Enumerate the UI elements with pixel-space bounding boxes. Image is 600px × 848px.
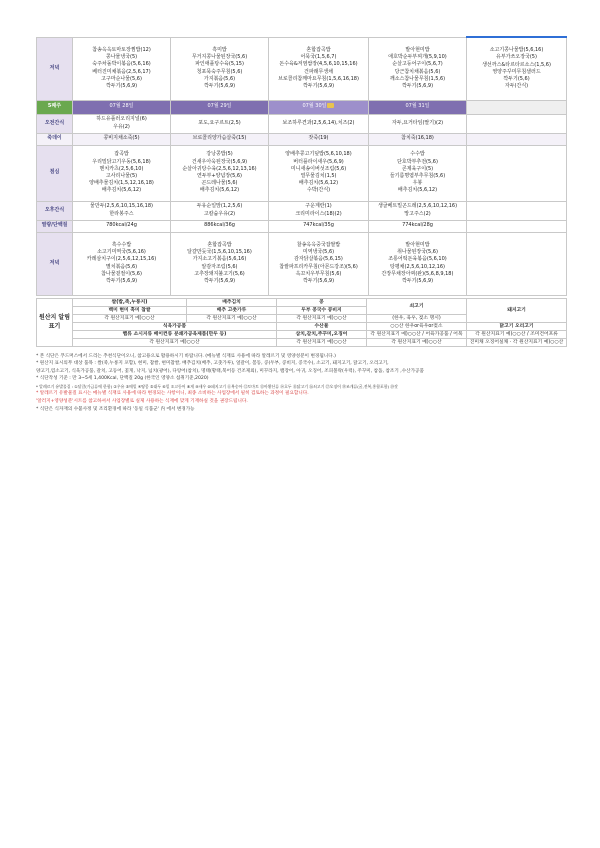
- meal-cell: 양배추콩고기덮밥(5,6,10,18) 버터플라이새우(5,6,9) 미니새송이버섯조림(5,6) 열무물김치(1,5) 배추김치(5,6,12) 수박(간식): [269, 145, 369, 201]
- meal-cell: 콩비지채소죽(5): [73, 133, 171, 145]
- porridge-row: [37, 133, 567, 145]
- meal-cell: 물만두(2,5,6,10,15,16,18) 한라봉주스: [73, 201, 171, 220]
- origin-header: 돼지고기: [467, 298, 567, 322]
- meal-cell: 보조하루견과(2,5,6,14),치즈(2): [269, 114, 369, 133]
- meal-cell: 혼합잡곡밥 어묵국(1,5,6,7) 돈수육&저염쌈장(4,5,6,10,15,16) 건파래무생채 브로콜리참깨마요무침(1,5,6,16,18) 깍두기(5,6,9): [269, 37, 369, 100]
- meal-cell: 생굴베트밀곤드레(2,5,6,10,12,16) 망고주스(2): [369, 201, 467, 220]
- origin-header: 수산물: [277, 322, 367, 330]
- row-label-lunch: 점심: [37, 145, 73, 201]
- weekly-menu-table: [36, 36, 567, 296]
- empty-cell: [467, 232, 567, 295]
- empty-cell: [467, 133, 567, 145]
- lunch-row: [37, 145, 567, 201]
- meal-cell: 잡곡밥 우리밀닭고기우동(5,6,18) 멘치카츠(2,5,6,10) 고사리나물(5) 양배추물김치(1,5,12,16,18) 배추김치(5,6,12): [73, 145, 171, 201]
- dinner-bottom-row: [37, 232, 567, 295]
- date-header: 07월 30일: [269, 100, 369, 114]
- empty-cell: [467, 220, 567, 232]
- calorie-value: 747kcal/35g: [269, 220, 369, 232]
- calorie-value: 886kcal/36g: [171, 220, 269, 232]
- meal-cell: 두유순일맘(1,2,5,6) 고칼슘우유(2): [171, 201, 269, 220]
- calories-row: [37, 220, 567, 232]
- date-header: 07월 29일: [171, 100, 269, 114]
- row-label-porridge: 죽데이: [37, 133, 73, 145]
- note-line: * 식단은 식자재의 수불사정 및 조리환경에 따라 '동일 식품군' 内 에서 변경가능: [36, 406, 195, 412]
- meal-cell: 브로콜리양가슴살죽(15): [171, 133, 269, 145]
- meal-cell: 참송옥옥토마토장찜밥(12) 콩나물냉국(5) 숙주차돌박이볶음(5,6,16) 베터진미채볶음(2,5,6,17) 고구마순나물(5,6) 깍두기(5,6,9): [73, 37, 171, 100]
- dinner-top-row: [37, 37, 567, 100]
- note-line: * 원산지 표시의무 대상 품목 : 쌀(죽,누룽지 포함), 현미, 찹쌀, 현미찹쌀, 배추김치(배추, 고춧가루), 얼갈이, 봄동, 콩(두부, 콩비지, 콩국수), 소고기, 돼지고기, 닭고기, 오리고기,: [36, 361, 389, 367]
- origin-value: ○○산 한우or육우or젖소: [367, 322, 467, 330]
- note-line: * 알레르기 유발물질 : ①달걀(가금류에 한함) ②우유 ③메밀 ④땅콩 ⑤대두 ⑥밀 ⑦고등어 ⑧게 ⑨새우 ⑩돼지고기 ⑪복숭아 ⑫토마토 ⑬아황산류 ⑭호두 ⑮닭고기 ⑯쇠고기 ⑰오징어 ⑱조개류(굴,전복,홍합포함) ⑲잣: [36, 383, 398, 389]
- meal-cell: 자두,요거타임(딸기)(2): [369, 114, 467, 133]
- note-line: * 본 식단은 푸드머스에서 드리는 추천식단이오니, 참고용으로 활용하시기 바랍니다. (메뉴별 식재료 사용에 따라 알레르기 및 영양성분이 변경됩니다.): [36, 353, 336, 359]
- origin-header: 콩: [277, 298, 367, 306]
- meal-cell: 포도,요구르트(2,5): [171, 114, 269, 133]
- meal-cell: 혼합잡곡밥 달걀만둣국(1,5,6,10,15,16) 가지소고기볶음(5,6,16) 알감자조림(5,6) 고추장돼지불고기(5,6) 깍두기(5,6,9): [171, 232, 269, 295]
- week-header-row: [37, 100, 567, 114]
- origin-value: 진미채 오징어실채 · 각 원산지표기 예)○○산: [467, 338, 567, 346]
- meal-cell: 발아현미밥 애호박순두부찌개(5,9,10) 순살고등어구이(5,6,7) 당근참치채볶음(5,6) 깨소스참나물무침(1,5,6) 깍두기(5,6,9): [369, 37, 467, 100]
- origin-value: 각 원산지표기 예)○○산: [187, 314, 277, 322]
- date-header: 07월 31일: [369, 100, 467, 114]
- empty-header: [467, 100, 567, 114]
- origin-subheader: 백미 현미 흑미 찹쌀: [73, 306, 187, 314]
- footnotes: [36, 353, 566, 414]
- origin-value: 각 원산지표기 예)○○산: [277, 338, 367, 346]
- meal-cell: 구운계란(1) 크리미라이스(18)(2): [269, 201, 369, 220]
- origin-value: (한우, 육우, 젖소 명시): [367, 314, 467, 322]
- warning-line: * 알레르기 유발물질 표시는 메뉴별 식재료 사용에 따라 변경되는 사항이니, 최종 소비하는 사업장에서 필히 검토하는 과정이 필요합니다.: [36, 391, 309, 397]
- note-line: * 식단작성 기준 : 만 3~5세 1,400Kcal, 단백질 20g (한국인 영양소 섭취기준,2020): [36, 376, 209, 382]
- origin-subheader: 삼치,갈치,주꾸미,오징어: [277, 330, 367, 338]
- origin-header: 쇠고기: [367, 298, 467, 314]
- origin-header: 식육가공품: [73, 322, 277, 330]
- meal-cell: 흑미밥 무거지콩나물된장국(5,6) 파인애플탕수육(5,15) 청포묵숙주무침(5,6) 가지볶음(5,6) 깍두기(5,6,9): [171, 37, 269, 100]
- origin-value: 각 원산지표기 예)○○산 / 조미건어포류: [467, 330, 567, 338]
- row-label-am-snack: 오전간식: [37, 114, 73, 133]
- highlight-marker-icon: [327, 103, 334, 108]
- row-label-pm-snack: 오후간식: [37, 201, 73, 220]
- week-label: 5째주: [37, 100, 73, 114]
- meal-cell: 소고기콩나물밥(5,6,16) 유부가쓰오장국(5) 생선까스&타르타르소스(1,5,6) 영양주꾸미무침샐러드 깍두기(5,6) 자두(간식): [467, 37, 567, 100]
- empty-cell: [467, 114, 567, 133]
- origin-label: 원산지 알림표기: [37, 298, 73, 346]
- am-snack-row: [37, 114, 567, 133]
- meal-cell: 하드유플러오리지널(6) 우유(2): [73, 114, 171, 133]
- origin-subheader: 배추 고춧가루: [187, 306, 277, 314]
- row-label-dinner: 저녁: [37, 37, 73, 100]
- meal-cell: 강낭콩밥(5) 건새우아욱된장국(5,6,9) 순살아귀탕수육(2,5,6,12,13,16) 연두부+양념장(5,6) 곤드레나물(5,6) 배추김치(5,6,12): [171, 145, 269, 201]
- origin-value: 각 원산지표기 예)○○산: [73, 338, 277, 346]
- pm-snack-row: [37, 201, 567, 220]
- origin-value: 각 원산지표기 예)○○산: [277, 314, 367, 322]
- origin-header: 쌀(밥,죽,누룽지): [73, 298, 187, 306]
- origin-value: 각 원산지표기 예)○○산: [367, 338, 467, 346]
- warning-line: '알러지+영양성분'시트를 참고하셔서 사업장별로 실제 사용하는 식재에 맞게 기재하실 것을 권장드립니다.: [36, 399, 248, 405]
- origin-value: 각 원산지표기 예)○○산: [73, 314, 187, 322]
- meal-cell: 찰송옥옥중국잡쌀밥 미역냉국(5,6) 감자닭살볶음(5,6,15) 찹쌀파프리카무침(아몬드강조)(5,6) 옥꼬치우부무침(5,6) 깍두기(5,6,9): [269, 232, 369, 295]
- calorie-value: 780kcal/24g: [73, 220, 171, 232]
- calorie-value: 774kcal/28g: [369, 220, 467, 232]
- row-label-calories: 열량/단백질: [37, 220, 73, 232]
- meal-cell: 발아현미밥 취나물된장국(5,6) 조롱어떡돈육볶음(5,6,10) 탕평채(2,5,6,10,12,16) 간장무채장아찌(완)(5,6,8,9,18) 깍두기(5,6,9): [369, 232, 467, 295]
- meal-cell: 흑수수밥 소고기미역국(5,6,16) 카레삼치구이(2,5,6,12,15,16) 멸치볶음(5,6) 참나물겉절이(5,6) 깍두기(5,6,9): [73, 232, 171, 295]
- origin-header: 배추김치: [187, 298, 277, 306]
- row-label-dinner: 저녁: [37, 232, 73, 295]
- meal-cell: 수수밥 단호박부추전(5,6) 콘제육구이(5) 들기름명엽부추무침(5,6) 우봉 배추김치(5,6,12): [369, 145, 467, 201]
- origin-subheader: 햄류 소시지류 베이컨류 분쇄가공육제품(만두 등): [73, 330, 277, 338]
- empty-cell: [467, 145, 567, 201]
- origin-table: [36, 298, 567, 347]
- menu-sheet: [36, 36, 566, 413]
- empty-cell: [467, 201, 567, 220]
- meal-cell: 잣죽(19): [269, 133, 369, 145]
- meal-cell: 참치죽(16,18): [369, 133, 467, 145]
- origin-value: 각 원산지표기 예)○○산 / 어육가공품 / 어묵: [367, 330, 467, 338]
- origin-subheader: 두부 콩국수 콩비지: [277, 306, 367, 314]
- origin-header: 닭고기 오리고기: [467, 322, 567, 330]
- date-header: 07월 28일: [73, 100, 171, 114]
- note-line: 양고기,염소고기, 식육가공품, 갈치, 고등어, 꽃게, 낙지, 넙치(광어), 다랑어(참치), 명태(황태,북어등 건조제외), 미꾸라지, 뱀장어, 아귀, 오징어, 조피볼락(우럭), 주꾸미, 참돔, 참조기 ,수산가공품: [36, 368, 424, 374]
